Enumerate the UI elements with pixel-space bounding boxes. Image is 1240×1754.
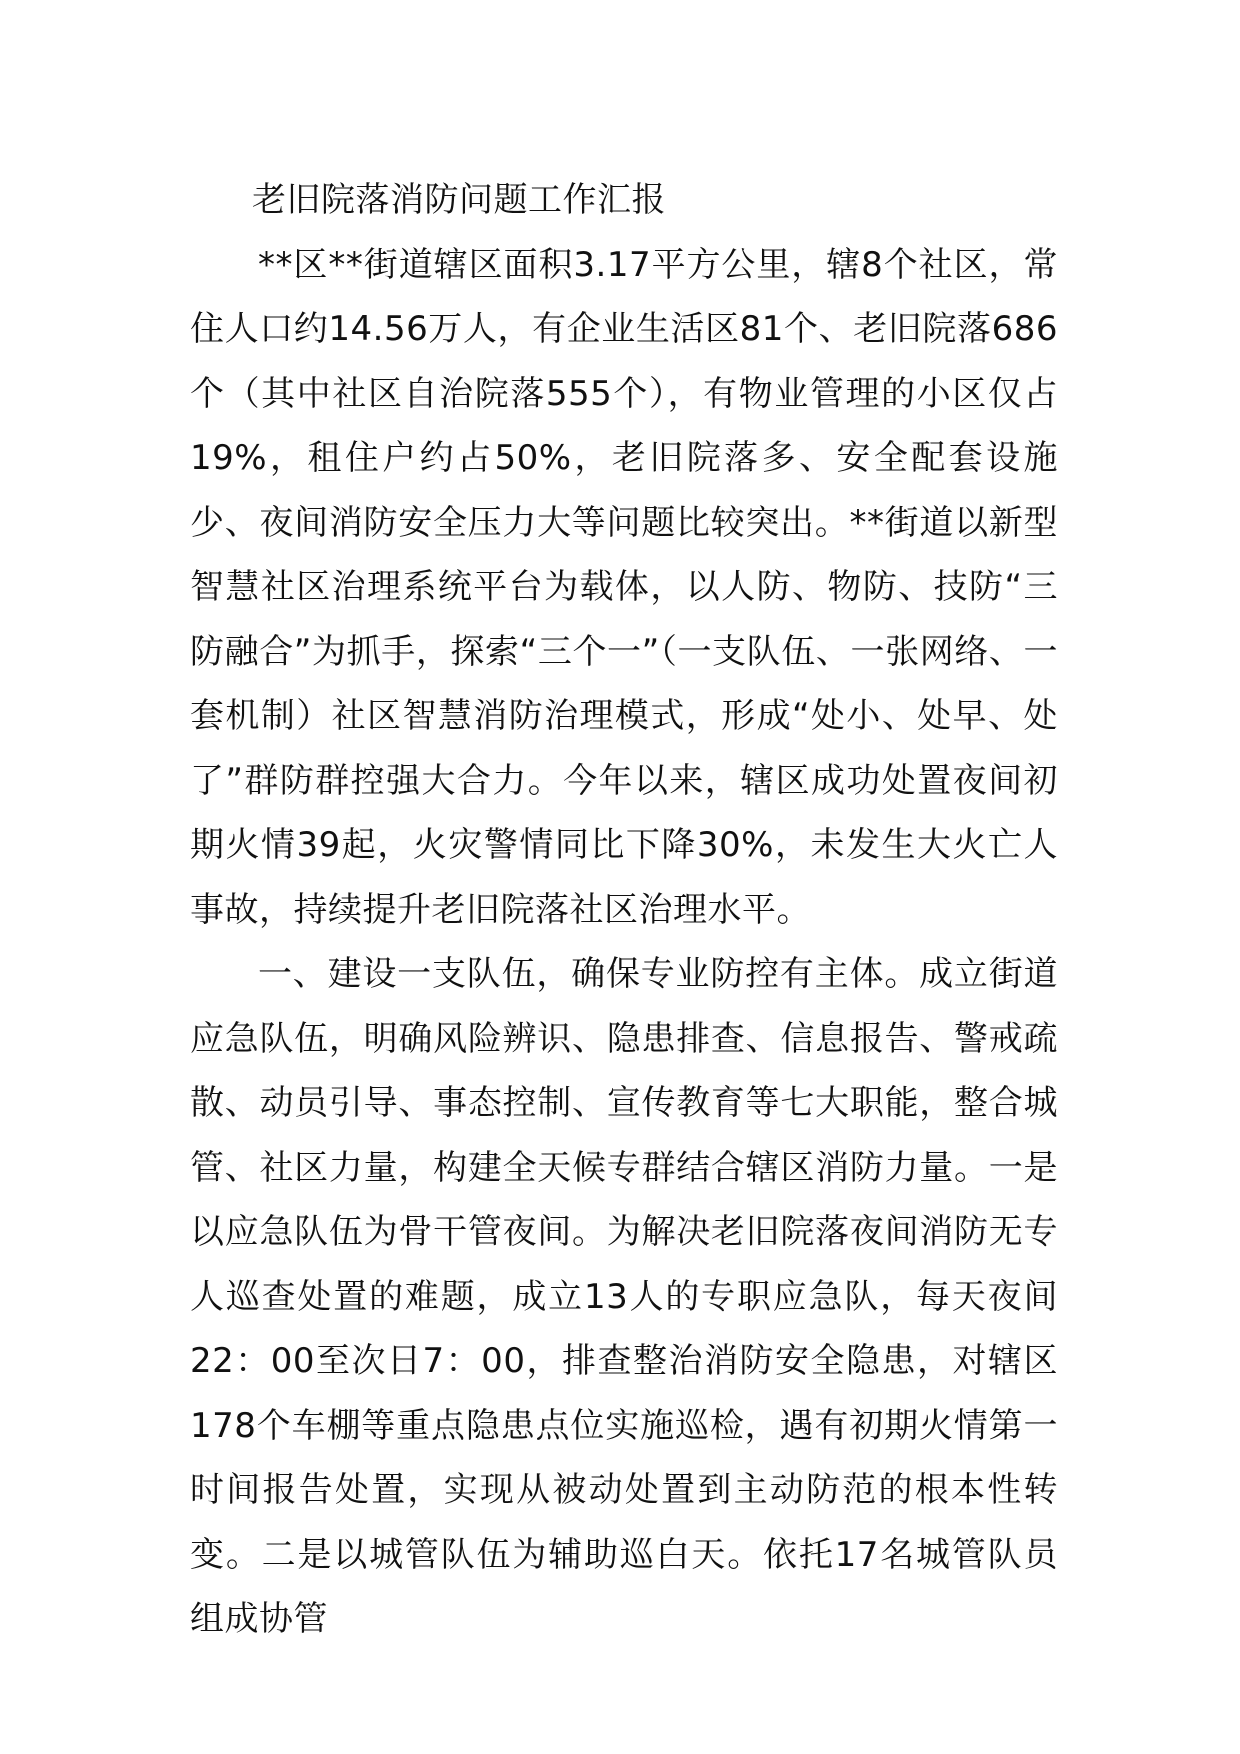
- document-title: 老旧院落消防问题工作汇报: [252, 180, 666, 220]
- paragraph-section-one: 一、建设一支队伍，确保专业防控有主体。成立街道应急队伍，明确风险辨识、隐患排查、信息报告、警戒疏散、动员引导、事态控制、宣传教育等七大职能，整合城管、社区力量，构建全天候专群结合辖区消防力量。一是以应急队伍为骨干管夜间。为解决老旧院落夜间消防无专人巡查处置的难题，成立13人的专职应急队，每天夜间22：00至次日7：00，排查整治消防安全隐患，对辖区178个车棚等重点隐患点位实施巡检，遇有初期火情第一时间报告处置，实现从被动处置到主动防范的根本性转变。二是以城管队伍为辅助巡白天。依托17名城管队员组成协管: [190, 954, 1058, 1639]
- paragraph-overview: **区**街道辖区面积3.17平方公里，辖8个社区，常住人口约14.56万人，有企业生活区81个、老旧院落686个（其中社区自治院落555个），有物业管理的小区仅占19%，租住户约占50%，老旧院落多、安全配套设施少、夜间消防安全压力大等问题比较突出。**街道以新型智慧社区治理系统平台为载体，以人防、物防、技防“三防融合”为抓手，探索“三个一”（一支队伍、一张网络、一套机制）社区智慧消防治理模式，形成“处小、处早、处了”群防群控强大合力。今年以来，辖区成功处置夜间初期火情39起，火灾警情同比下降30%，未发生大火亡人事故，持续提升老旧院落社区治理水平。: [190, 244, 1058, 930]
- document-body: [190, 168, 1058, 1652]
